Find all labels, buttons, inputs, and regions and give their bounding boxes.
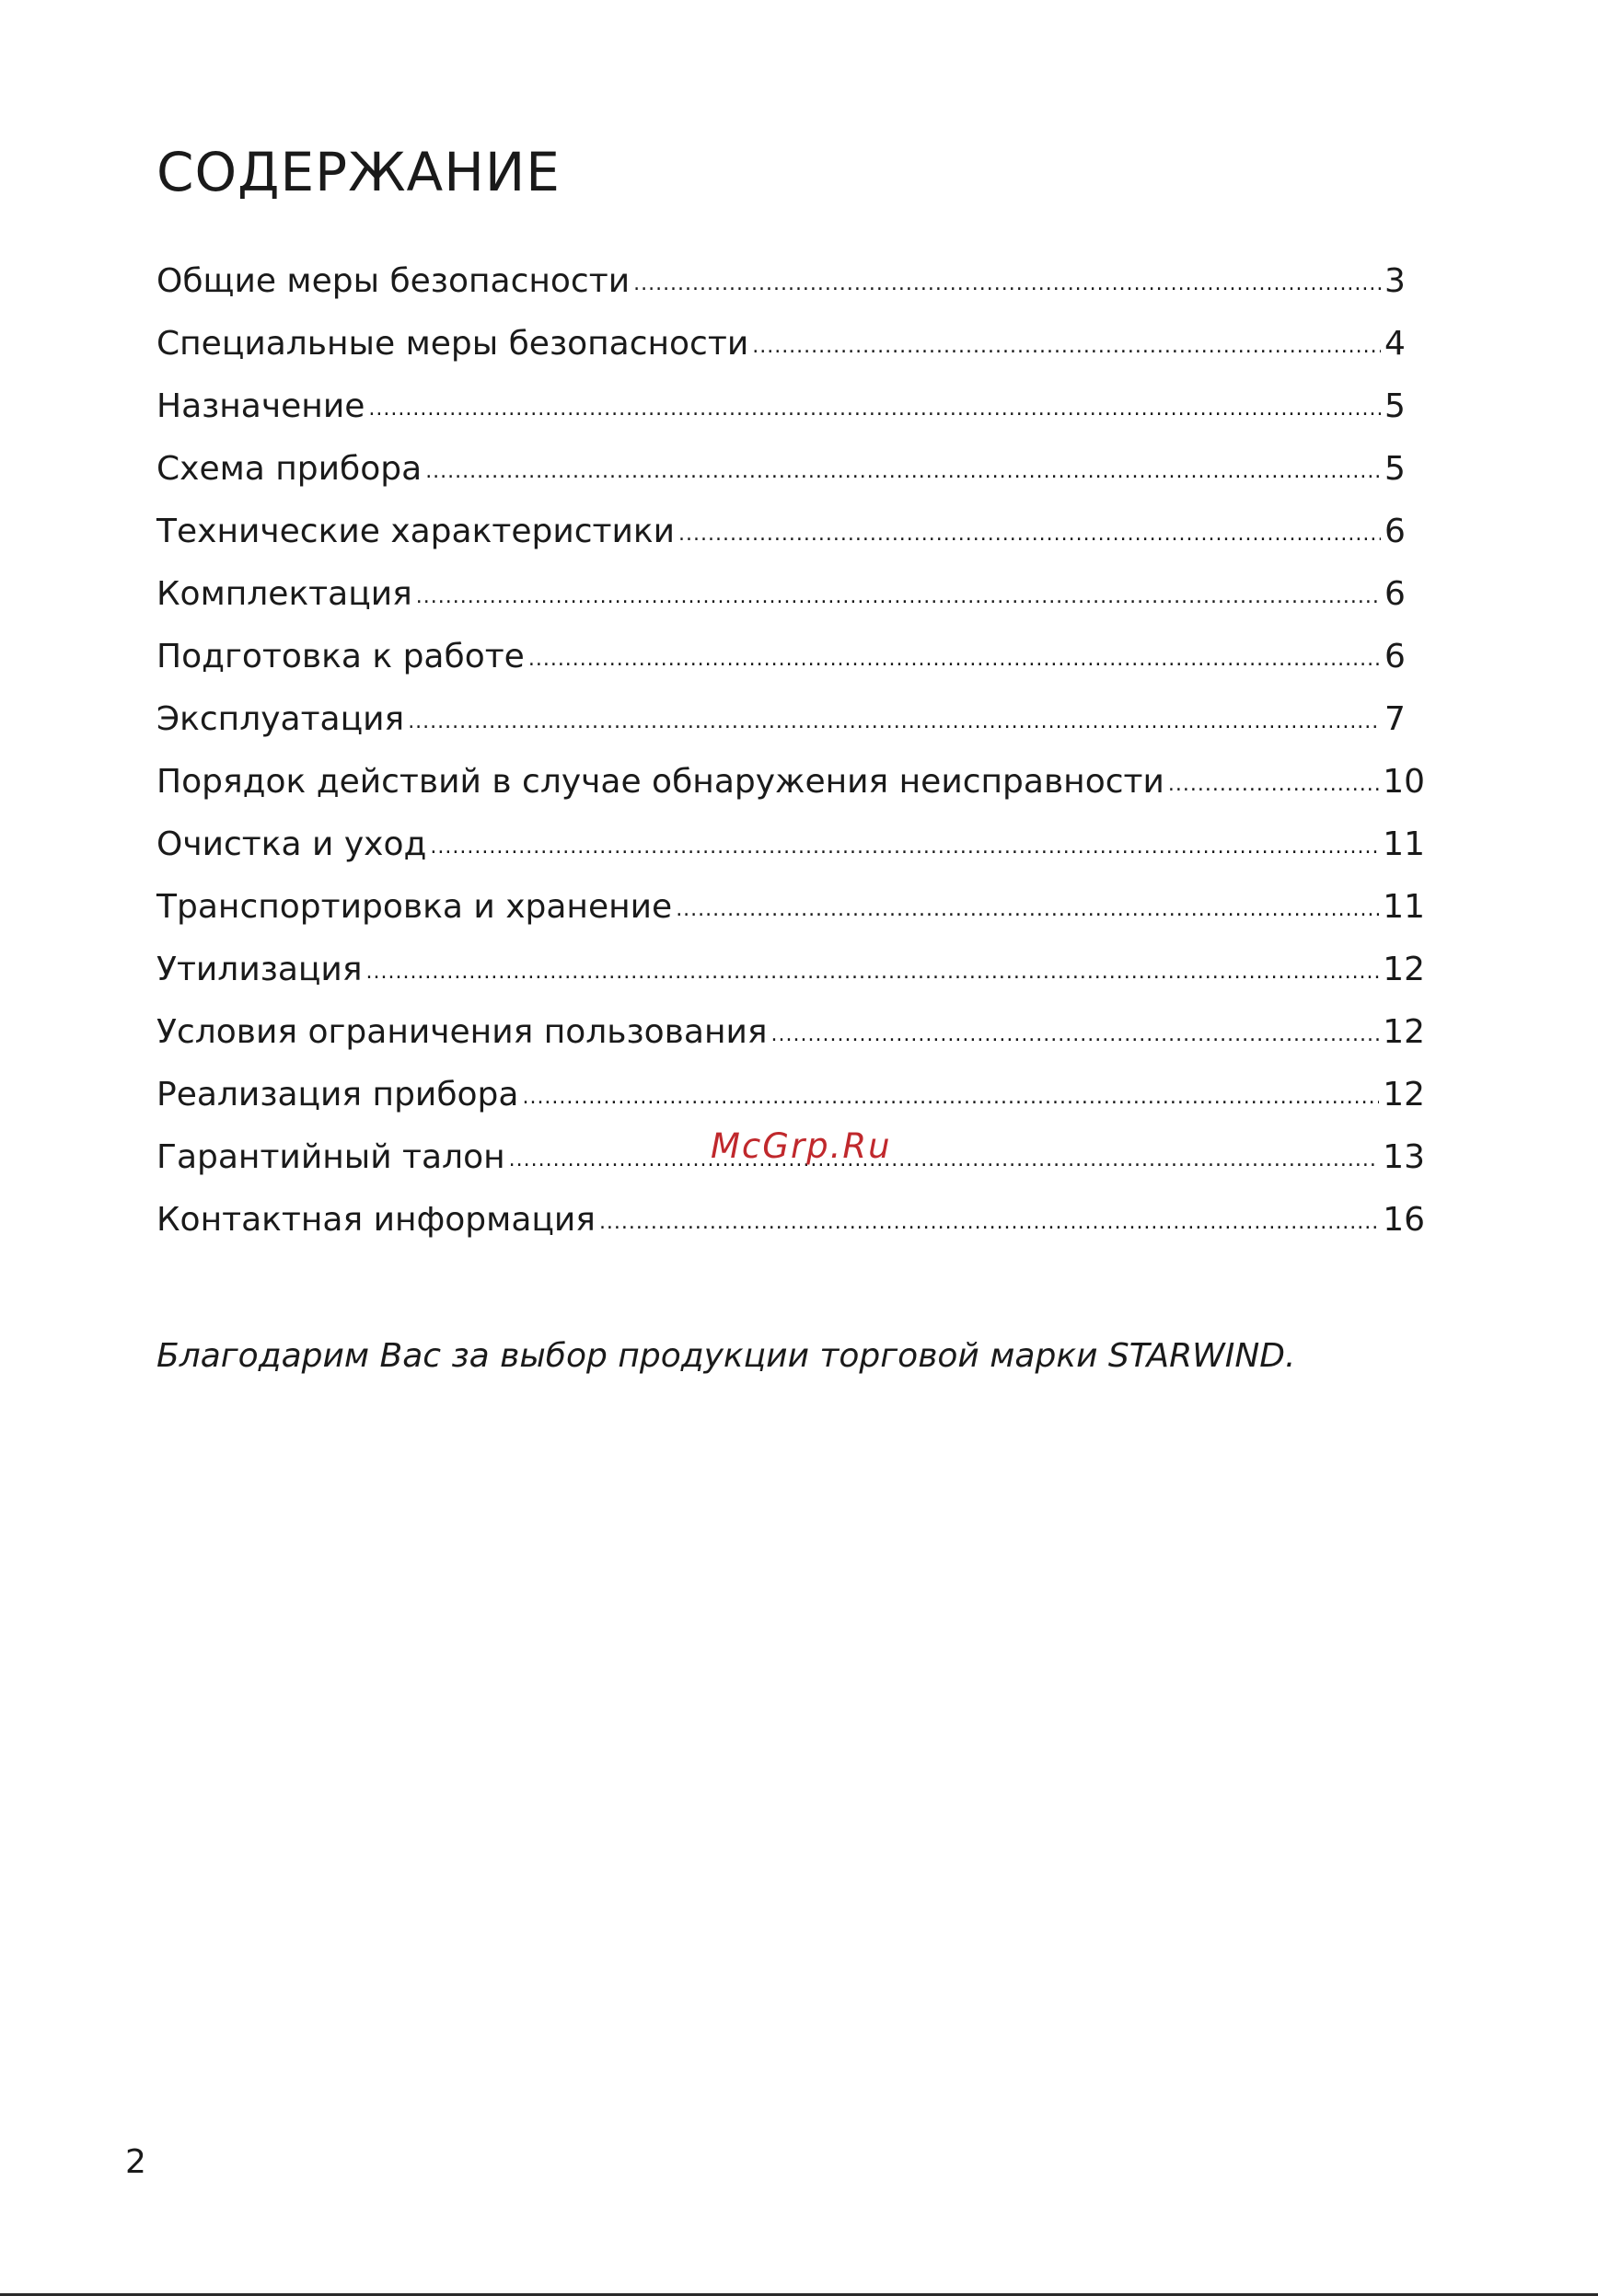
toc-leader-dots (771, 1025, 1380, 1045)
toc-leader-dots (599, 1213, 1379, 1233)
toc-item-label: Транспортировка и хранение (156, 888, 673, 926)
toc-item-disposal[interactable] (156, 953, 1425, 1016)
toc-item-label: Назначение (156, 387, 365, 425)
toc-item-label: Порядок действий в случае обнаружения неисправности (156, 763, 1164, 801)
toc-item-contacts[interactable] (156, 1201, 1425, 1266)
toc-leader-dots (522, 1088, 1379, 1108)
toc-leader-dots (752, 337, 1381, 357)
toc-item-specifications[interactable] (156, 515, 1425, 578)
toc-item-page: 4 (1384, 325, 1406, 363)
toc-item-label: Схема прибора (156, 450, 423, 488)
toc-item-operation[interactable] (156, 700, 1425, 766)
toc-item-page: 7 (1384, 700, 1406, 738)
toc-leader-dots (425, 462, 1381, 482)
toc-item-special-safety[interactable] (156, 325, 1425, 390)
page-number: 2 (125, 2143, 146, 2181)
toc-leader-dots (416, 587, 1381, 607)
toc-item-page: 12 (1383, 1013, 1425, 1051)
toc-item-label: Гарантийный талон (156, 1138, 505, 1176)
toc-item-page: 5 (1384, 387, 1406, 425)
toc-item-preparation[interactable] (156, 640, 1425, 703)
toc-item-label: Очистка и уход (156, 825, 427, 863)
toc-item-device-scheme[interactable] (156, 450, 1425, 515)
toc-item-label: Контактная информация (156, 1201, 596, 1239)
toc-item-package-contents[interactable] (156, 575, 1425, 640)
toc-item-cleaning[interactable] (156, 825, 1425, 891)
toc-leader-dots (1168, 775, 1379, 795)
thanks-note: Благодарим Вас за выбор продукции торговой марки STARWIND. (156, 1337, 1296, 1375)
toc-item-troubleshooting[interactable] (156, 763, 1425, 828)
toc-item-page: 12 (1383, 951, 1425, 988)
toc-item-label: Специальные меры безопасности (156, 325, 749, 363)
toc-item-page: 6 (1384, 575, 1406, 613)
toc-item-purpose[interactable] (156, 387, 1425, 453)
toc-item-label: Утилизация (156, 951, 363, 988)
toc-item-label: Условия ограничения пользования (156, 1013, 768, 1051)
toc-item-general-safety[interactable] (156, 262, 1425, 328)
toc-item-page: 16 (1383, 1201, 1425, 1239)
toc-item-label: Подготовка к работе (156, 638, 525, 675)
toc-item-usage-restrictions[interactable] (156, 1013, 1425, 1079)
toc-leader-dots (365, 963, 1379, 983)
toc-leader-dots (430, 837, 1379, 858)
toc-item-label: Реализация прибора (156, 1076, 519, 1113)
toc-item-page: 6 (1384, 638, 1406, 675)
toc-item-page: 13 (1383, 1138, 1425, 1176)
toc-item-page: 6 (1384, 513, 1406, 550)
toc-item-transport-storage[interactable] (156, 888, 1425, 953)
toc-item-label: Технические характеристики (156, 513, 676, 550)
toc-leader-dots (509, 1150, 1380, 1171)
toc-leader-dots (633, 274, 1381, 294)
toc-item-label: Эксплуатация (156, 700, 405, 738)
toc-item-label: Общие меры безопасности (156, 262, 631, 300)
toc-item-page: 10 (1383, 763, 1425, 801)
toc-item-page: 5 (1384, 450, 1406, 488)
table-of-contents (156, 262, 1425, 1266)
toc-leader-dots (678, 525, 1381, 545)
toc-item-page: 12 (1383, 1076, 1425, 1113)
toc-item-page: 3 (1384, 262, 1406, 300)
toc-item-label: Комплектация (156, 575, 412, 613)
toc-leader-dots (528, 650, 1381, 670)
watermark: McGrp.Ru (711, 1126, 892, 1166)
toc-leader-dots (408, 712, 1381, 733)
page-title: СОДЕРЖАНИЕ (156, 141, 561, 203)
toc-leader-dots (368, 399, 1381, 420)
toc-leader-dots (676, 900, 1379, 920)
toc-item-page: 11 (1383, 825, 1425, 863)
toc-item-page: 11 (1383, 888, 1425, 926)
